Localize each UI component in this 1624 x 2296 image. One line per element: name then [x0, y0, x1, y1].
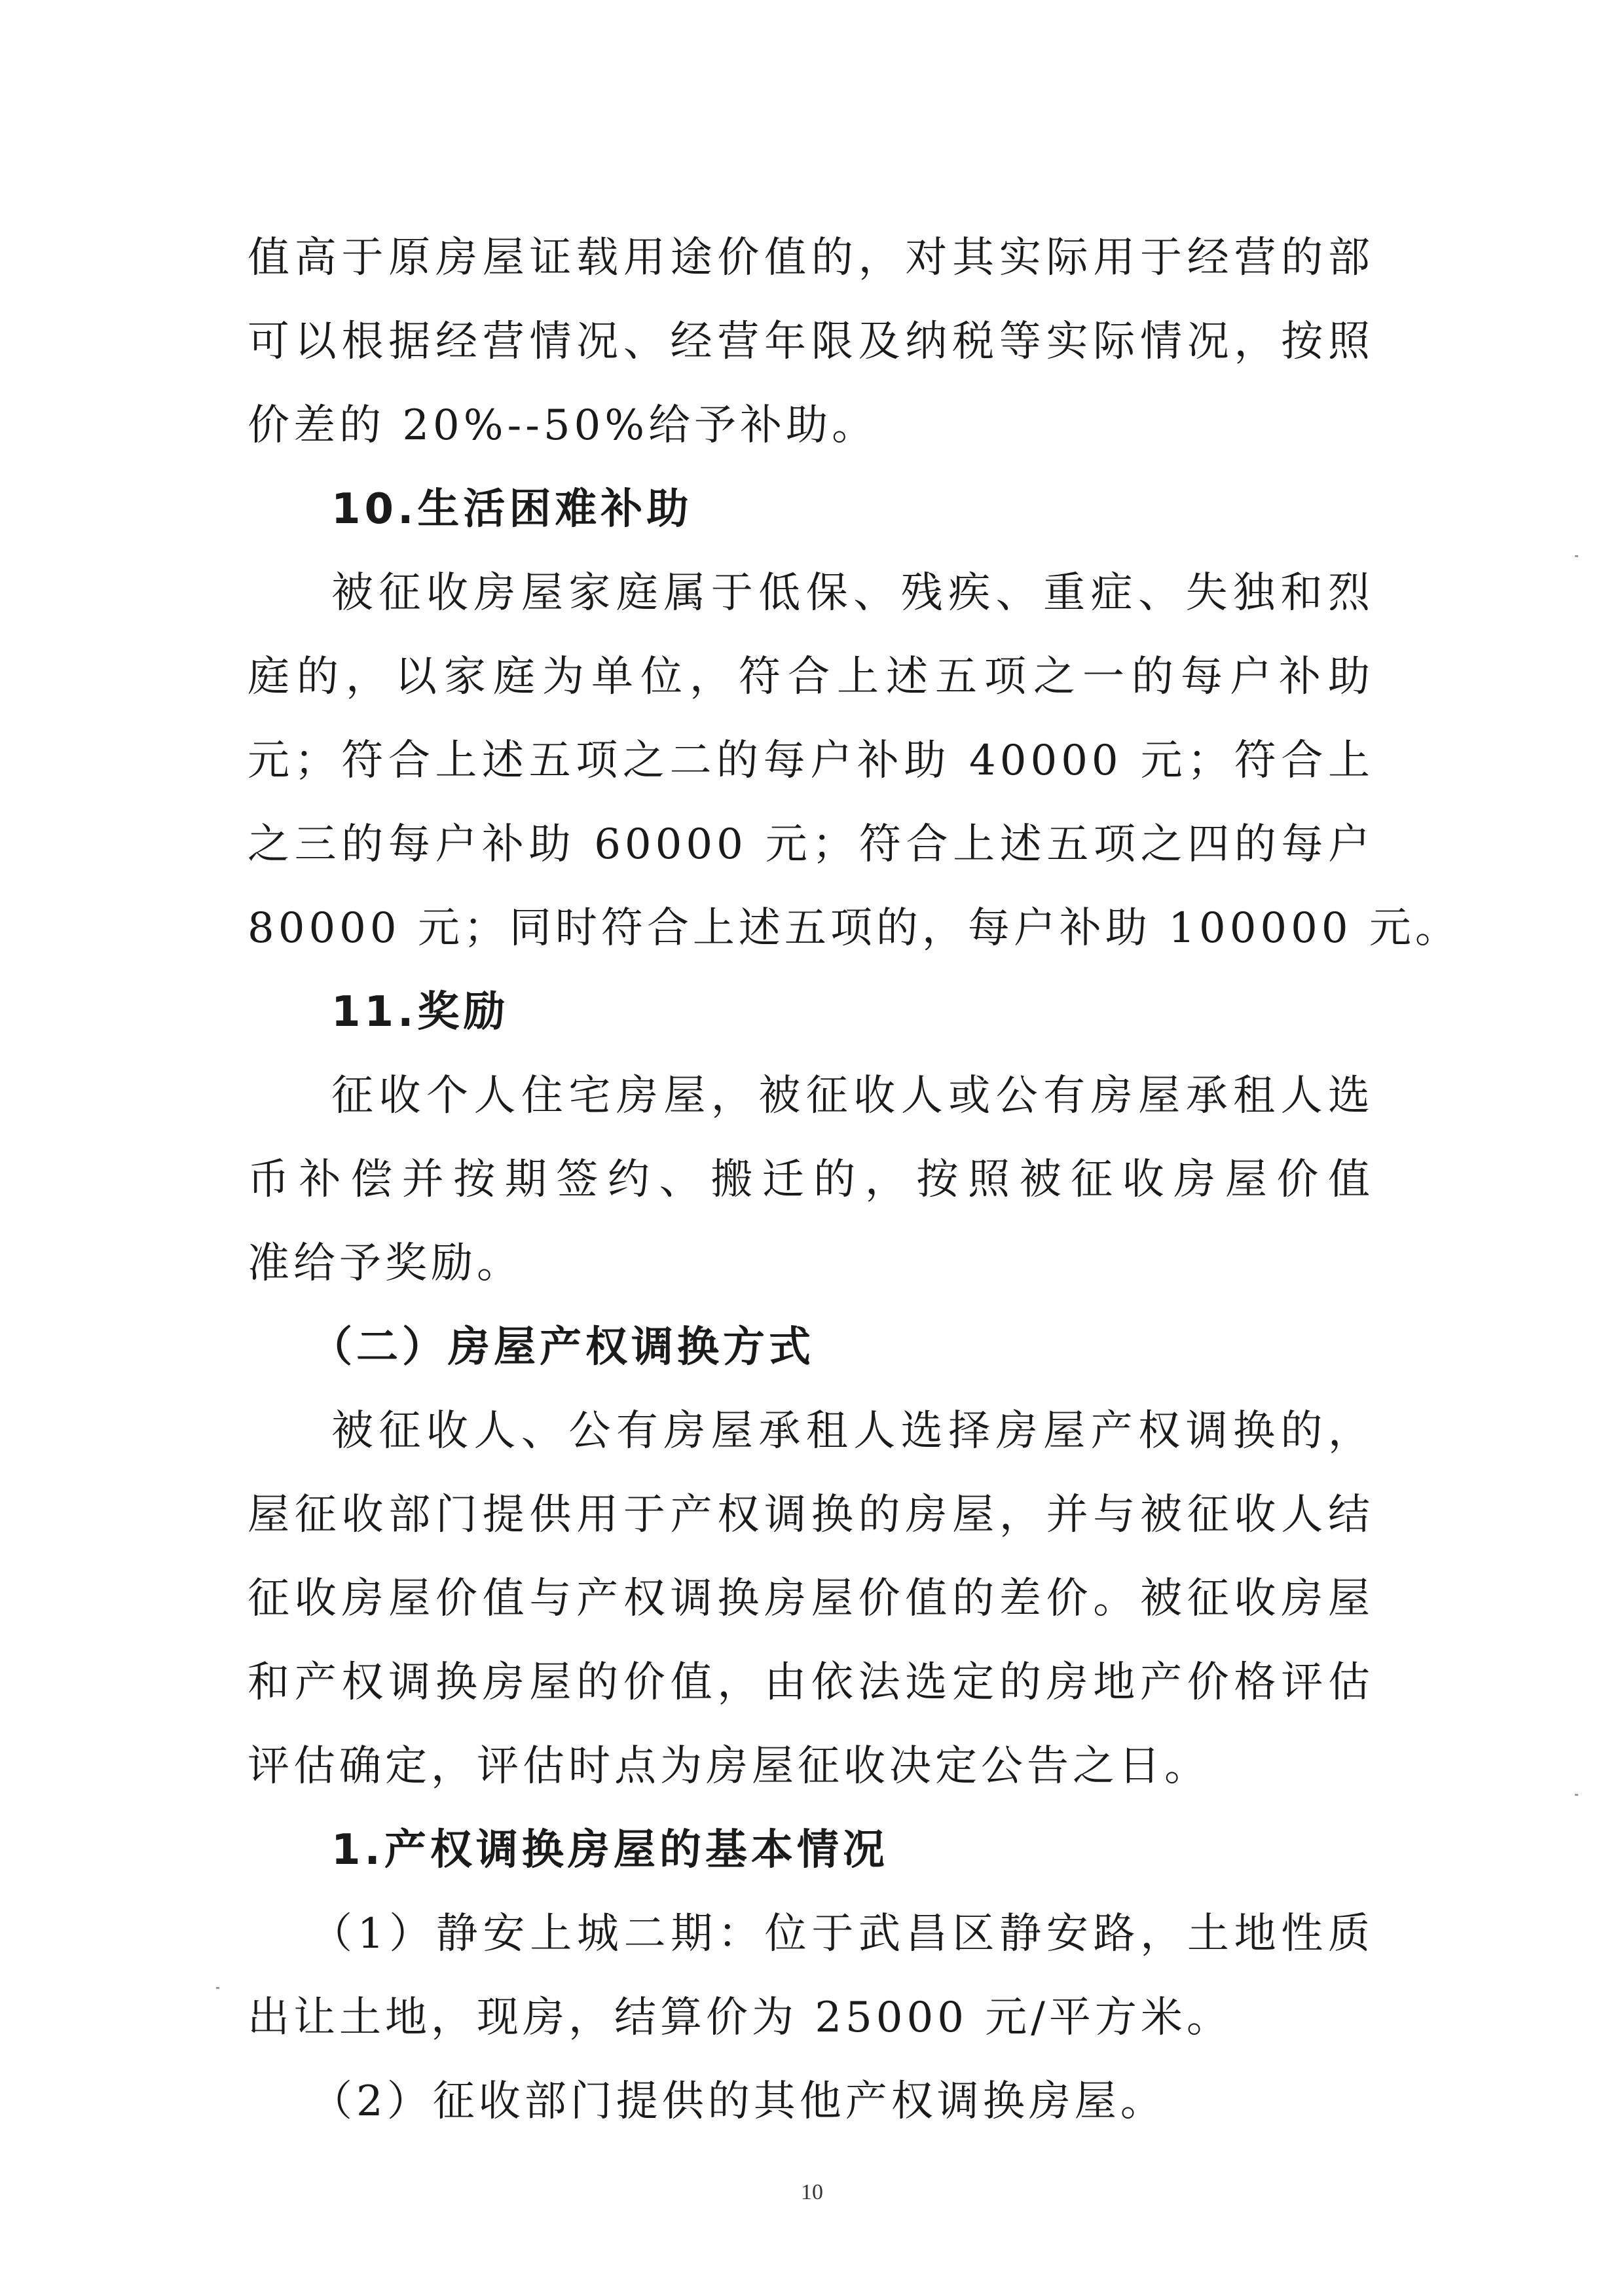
paragraph-line: 之三的每户补助 60000 元；符合上述五项之四的每户: [248, 820, 1374, 869]
paragraph-line: 征收房屋价值与产权调换房屋价值的差价。被征收房屋: [248, 1575, 1374, 1623]
section-heading-exchange-housing-basics: 1.产权调换房屋的基本情况: [331, 1826, 889, 1874]
paragraph-line: （2）征收部门提供的其他产权调换房屋。: [310, 2077, 1166, 2126]
paragraph-line: （1）静安上城二期：位于武昌区静安路，土地性质: [310, 1910, 1374, 1958]
scan-speck: [1575, 555, 1578, 557]
section-heading-property-exchange: （二）房屋产权调换方式: [310, 1323, 815, 1372]
paragraph-line: 币补偿并按期签约、搬迁的，按照被征收房屋价值: [248, 1156, 1374, 1204]
document-body: [248, 216, 1461, 2143]
paragraph-line: 屋征收部门提供用于产权调换的房屋，并与被征收人结: [248, 1491, 1374, 1539]
paragraph-line: 值高于原房屋证载用途价值的，对其实际用于经营的部: [248, 234, 1374, 282]
paragraph-line: 价差的 20%--50%给予补助。: [248, 401, 878, 450]
paragraph-line: 80000 元；同时符合上述五项的，每户补助 100000 元。: [248, 904, 1461, 953]
scan-speck: [216, 1987, 219, 1989]
section-heading-living-difficulty-subsidy: 10.生活困难补助: [331, 485, 693, 534]
paragraph-line: 被征收人、公有房屋承租人选择房屋产权调换的，: [331, 1407, 1374, 1455]
scan-speck: [1575, 1794, 1578, 1796]
paragraph-line: 评估确定，评估时点为房屋征收决定公告之日。: [248, 1742, 1210, 1791]
paragraph-line: 出让土地，现房，结算价为 25000 元/平方米。: [248, 1994, 1232, 2042]
page-number: 10: [801, 2180, 823, 2204]
paragraph-line: 可以根据经营情况、经营年限及纳税等实际情况，按照: [248, 318, 1374, 366]
paragraph-line: 和产权调换房屋的价值，由依法选定的房地产价格评估: [248, 1658, 1374, 1707]
paragraph-line: 元；符合上述五项之二的每户补助 40000 元；符合上: [248, 737, 1374, 785]
section-heading-reward: 11.奖励: [331, 988, 509, 1036]
paragraph-line: 准给予奖励。: [248, 1239, 523, 1288]
paragraph-line: 被征收房屋家庭属于低保、残疾、重症、失独和烈: [331, 569, 1374, 617]
paragraph-line: 庭的，以家庭为单位，符合上述五项之一的每户补助: [248, 653, 1374, 701]
paragraph-line: 征收个人住宅房屋，被征收人或公有房屋承租人选: [331, 1072, 1374, 1120]
